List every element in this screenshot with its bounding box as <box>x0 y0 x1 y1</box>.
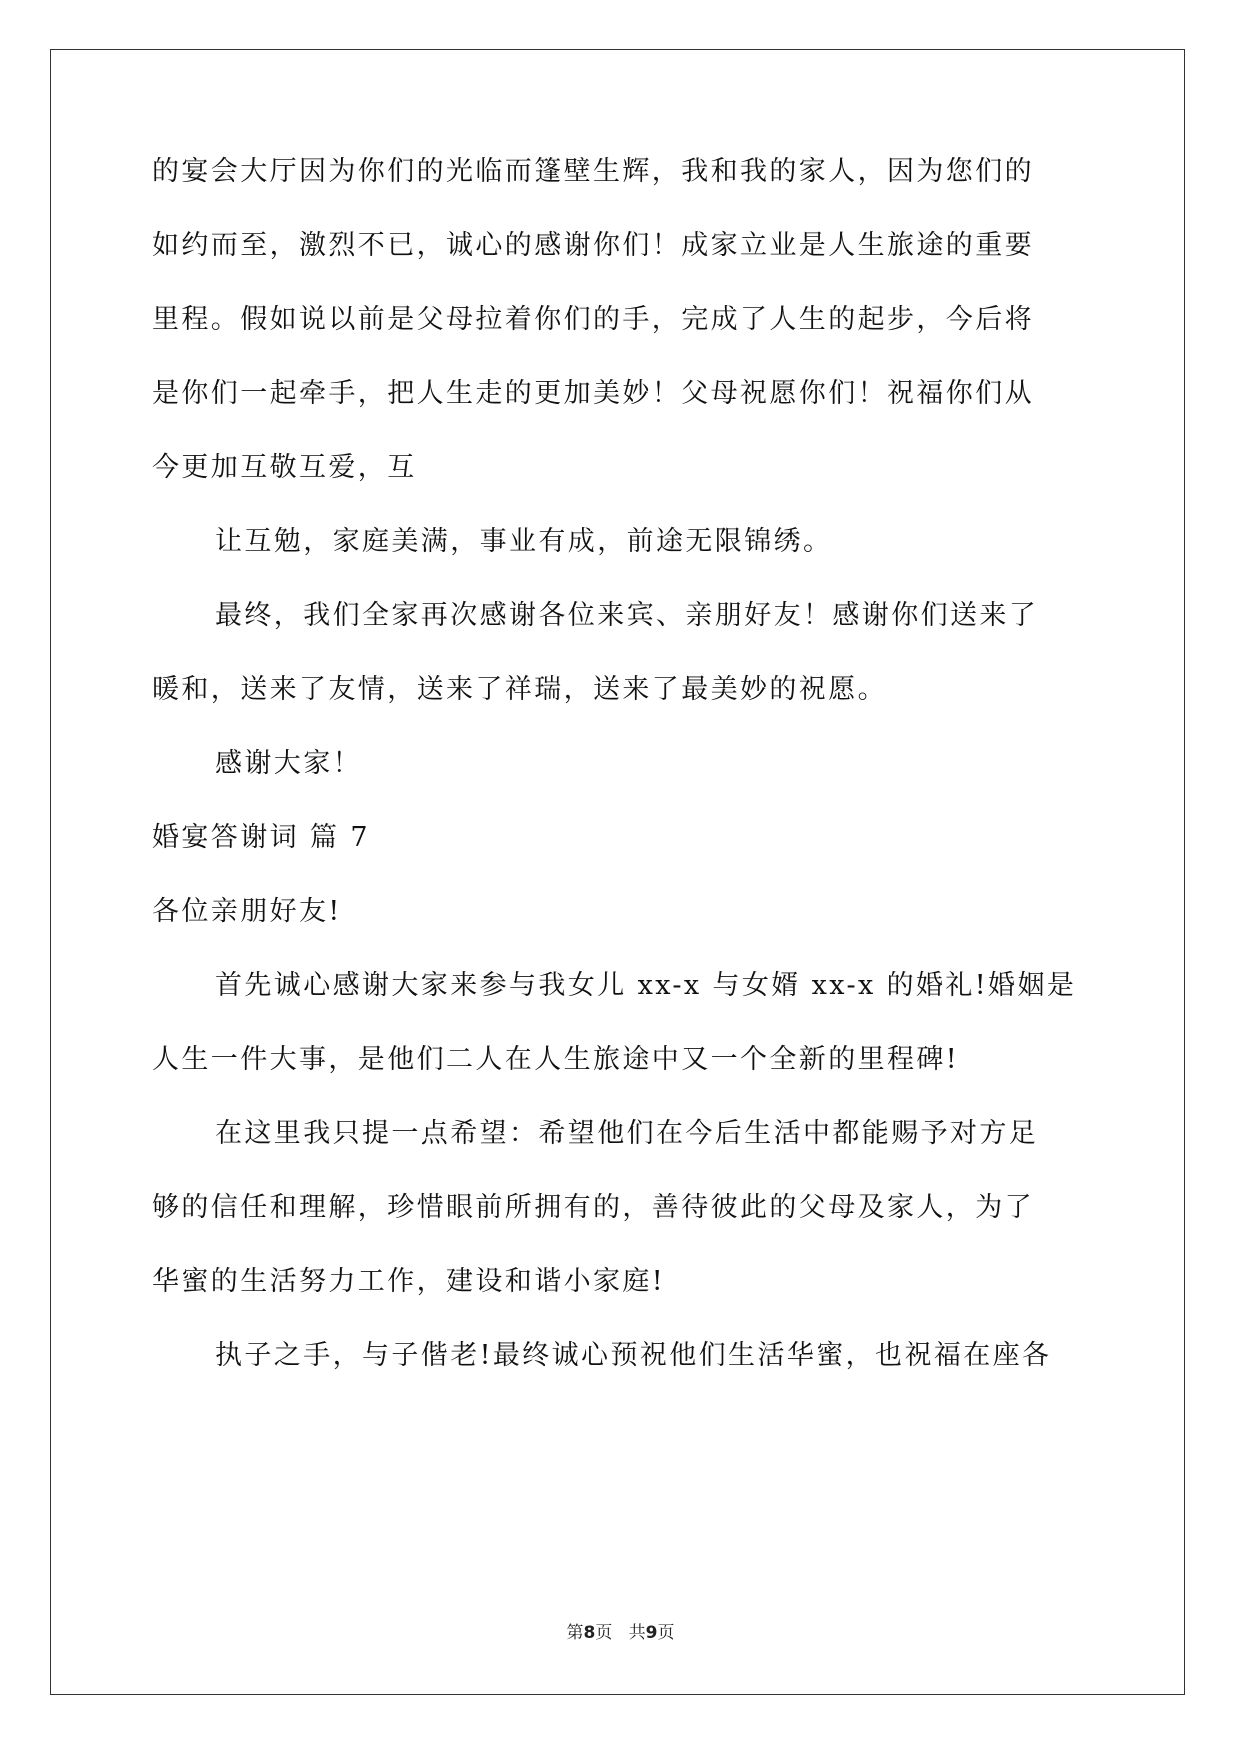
page-number: 8 <box>583 1623 596 1643</box>
paragraph-line: 在这里我只提一点希望：希望他们在今后生活中都能赐予对方足 <box>215 1118 1039 1149</box>
total-suffix: 页 <box>657 1623 675 1643</box>
body-line: 是你们一起牵手，把人生走的更加美妙！父母祝愿你们！祝福你们从 <box>152 378 1034 409</box>
paragraph-line: 最终，我们全家再次感谢各位来宾、亲朋好友！感谢你们送来了 <box>215 600 1039 631</box>
body-line: 华蜜的生活努力工作，建设和谐小家庭! <box>152 1266 666 1297</box>
body-line: 人生一件大事，是他们二人在人生旅途中又一个全新的里程碑! <box>152 1044 960 1075</box>
page-prefix: 第 <box>566 1623 584 1643</box>
paragraph-line: 感谢大家！ <box>215 748 362 779</box>
body-line: 里程。假如说以前是父母拉着你们的手，完成了人生的起步，今后将 <box>152 304 1034 335</box>
salutation-line: 各位亲朋好友! <box>152 896 342 927</box>
paragraph-line: 首先诚心感谢大家来参与我女儿 xx-x 与女婿 xx-x 的婚礼!婚姻是 <box>215 970 1077 1001</box>
page-border <box>50 49 1185 1695</box>
body-line: 暖和，送来了友情，送来了祥瑞，送来了最美妙的祝愿。 <box>152 674 887 705</box>
page-footer <box>0 1623 1241 1643</box>
paragraph-line: 执子之手，与子偕老!最终诚心预祝他们生活华蜜，也祝福在座各 <box>215 1340 1052 1371</box>
body-line: 如约而至，激烈不已，诚心的感谢你们！成家立业是人生旅途的重要 <box>152 230 1034 261</box>
body-line: 够的信任和理解，珍惜眼前所拥有的，善待彼此的父母及家人，为了 <box>152 1192 1034 1223</box>
total-pages: 9 <box>645 1623 658 1643</box>
paragraph-line: 让互勉，家庭美满，事业有成，前途无限锦绣。 <box>215 526 833 557</box>
total-prefix: 共 <box>628 1623 646 1643</box>
body-line: 的宴会大厅因为你们的光临而篷壁生辉，我和我的家人，因为您们的 <box>152 156 1034 187</box>
page-suffix: 页 <box>595 1623 613 1643</box>
section-heading: 婚宴答谢词 篇 7 <box>152 822 370 853</box>
body-line: 今更加互敬互爱，互 <box>152 452 417 483</box>
